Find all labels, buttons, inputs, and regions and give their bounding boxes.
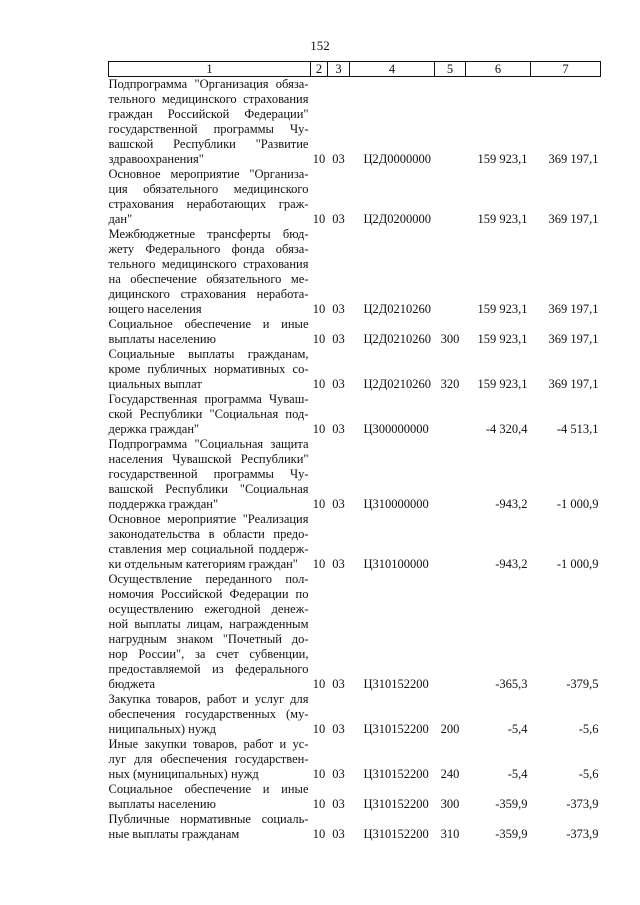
- description-line: Публичные нормативные социаль-: [108, 812, 309, 826]
- table-row: [109, 167, 601, 227]
- subsection-code: 03: [332, 677, 345, 691]
- description-line: предоставляемой из федерального: [108, 662, 309, 676]
- subsection-code: 03: [332, 827, 345, 841]
- subsection-code: 03: [332, 797, 345, 811]
- amount-year-2: -5,6: [578, 722, 599, 736]
- budget-table: [108, 61, 601, 842]
- description-line: вашской Республики "Социальная: [108, 482, 309, 496]
- table-row: [109, 692, 601, 737]
- description-line: вашской Республики "Развитие: [108, 137, 309, 151]
- amount-year-2: -5,6: [578, 767, 599, 781]
- description-line: луг для обеспечения государствен-: [108, 752, 309, 766]
- expense-type-code: [435, 572, 466, 692]
- description-line: кроме публичных нормативных со-: [108, 362, 309, 376]
- expense-type-code: [435, 392, 466, 437]
- amount-year-1: 159 923,1: [477, 152, 528, 166]
- description-line: ной выплаты лицам, награжденным: [108, 617, 309, 631]
- section-code: 10: [312, 557, 326, 571]
- target-article-code: Ц310100000: [363, 557, 429, 571]
- description-line: поддержка граждан": [108, 497, 219, 511]
- target-article-code: Ц2Д0210260: [363, 377, 432, 391]
- description-line: ных (муниципальных) нужд: [108, 767, 259, 781]
- table-row: [109, 347, 601, 392]
- subsection-code: 03: [332, 722, 345, 736]
- header-col-5: 5: [435, 62, 466, 77]
- amount-year-1: 159 923,1: [477, 332, 528, 346]
- table-body: [109, 77, 601, 843]
- description-line: граждан Российской Федерации": [108, 107, 309, 121]
- description-line: Подпрограмма "Социальная защита: [108, 437, 309, 451]
- expense-type-code: 240: [440, 767, 460, 781]
- description-line: законодательства в области предо-: [108, 527, 309, 541]
- description-line: обеспечения государственных (му-: [108, 707, 309, 721]
- amount-year-2: -1 000,9: [556, 497, 599, 511]
- description-line: бюджета: [108, 677, 156, 691]
- description-line: ющего населения: [108, 302, 202, 316]
- amount-year-1: 159 923,1: [477, 212, 528, 226]
- description-line: ской Республики "Социальная под-: [108, 407, 309, 421]
- row-description: [109, 737, 311, 782]
- amount-year-2: -379,5: [566, 677, 599, 691]
- section-code: 10: [312, 827, 326, 841]
- row-description: [109, 227, 311, 317]
- target-article-code: Ц300000000: [363, 422, 429, 436]
- amount-year-2: -373,9: [566, 797, 599, 811]
- section-code: 10: [312, 497, 326, 511]
- amount-year-1: 159 923,1: [477, 377, 528, 391]
- section-code: 10: [312, 797, 326, 811]
- table-row: [109, 737, 601, 782]
- table-row: [109, 392, 601, 437]
- amount-year-2: 369 197,1: [548, 302, 599, 316]
- header-col-7: 7: [531, 62, 601, 77]
- target-article-code: Ц310152200: [363, 827, 429, 841]
- amount-year-2: 369 197,1: [548, 332, 599, 346]
- row-description: [109, 812, 311, 842]
- header-col-4: 4: [350, 62, 435, 77]
- section-code: 10: [312, 677, 326, 691]
- description-line: здравоохранения": [108, 152, 204, 166]
- expense-type-code: 300: [440, 332, 460, 346]
- page-number: 152: [310, 38, 330, 53]
- row-description: [109, 572, 311, 692]
- target-article-code: Ц310000000: [363, 497, 429, 511]
- table-row: [109, 77, 601, 168]
- section-code: 10: [312, 332, 326, 346]
- subsection-code: 03: [332, 557, 345, 571]
- description-line: Закупка товаров, работ и услуг для: [108, 692, 309, 706]
- row-description: [109, 512, 311, 572]
- expense-type-code: [435, 227, 466, 317]
- section-code: 10: [312, 212, 326, 226]
- description-line: Иные закупки товаров, работ и ус-: [108, 737, 309, 751]
- description-line: Социальные выплаты гражданам,: [108, 347, 309, 361]
- subsection-code: 03: [332, 497, 345, 511]
- row-description: [109, 77, 311, 168]
- description-line: Социальное обеспечение и иные: [108, 782, 309, 796]
- row-description: [109, 782, 311, 812]
- expense-type-code: 200: [440, 722, 460, 736]
- subsection-code: 03: [332, 377, 345, 391]
- amount-year-1: 159 923,1: [477, 302, 528, 316]
- section-code: 10: [312, 302, 326, 316]
- description-line: Межбюджетные трансферты бюд-: [108, 227, 309, 241]
- subsection-code: 03: [332, 767, 345, 781]
- description-line: номочия Российской Федерации по: [108, 587, 309, 601]
- description-line: циальных выплат: [108, 377, 202, 391]
- amount-year-1: -5,4: [507, 722, 528, 736]
- row-description: [109, 692, 311, 737]
- description-line: на обеспечение обязательного ме-: [108, 272, 309, 286]
- amount-year-1: -359,9: [495, 797, 528, 811]
- row-description: [109, 317, 311, 347]
- description-line: тельного медицинского страхования: [108, 92, 309, 106]
- description-line: Социальное обеспечение и иные: [108, 317, 309, 331]
- description-line: Государственная программа Чуваш-: [108, 392, 309, 406]
- target-article-code: Ц2Д0200000: [363, 212, 432, 226]
- description-line: нор России", за счет субвенции,: [108, 647, 309, 661]
- subsection-code: 03: [332, 302, 345, 316]
- expense-type-code: [435, 77, 466, 168]
- amount-year-2: -1 000,9: [556, 557, 599, 571]
- amount-year-2: 369 197,1: [548, 377, 599, 391]
- subsection-code: 03: [332, 212, 345, 226]
- row-description: [109, 347, 311, 392]
- amount-year-1: -5,4: [507, 767, 528, 781]
- description-line: осуществлению ежегодной денеж-: [108, 602, 309, 616]
- amount-year-1: -359,9: [495, 827, 528, 841]
- target-article-code: Ц310152200: [363, 677, 429, 691]
- section-code: 10: [312, 422, 326, 436]
- section-code: 10: [312, 152, 326, 166]
- description-line: ция обязательного медицинского: [108, 182, 309, 196]
- target-article-code: Ц2Д0000000: [363, 152, 432, 166]
- description-line: нагрудным знаком "Почетный до-: [108, 632, 309, 646]
- target-article-code: Ц310152200: [363, 797, 429, 811]
- expense-type-code: [435, 437, 466, 512]
- description-line: страхования неработающих граж-: [108, 197, 309, 211]
- description-line: жету Федерального фонда обяза-: [108, 242, 309, 256]
- amount-year-1: -4 320,4: [485, 422, 528, 436]
- header-col-1: 1: [109, 62, 311, 77]
- table-row: [109, 782, 601, 812]
- amount-year-2: -4 513,1: [556, 422, 599, 436]
- expense-type-code: [435, 512, 466, 572]
- subsection-code: 03: [332, 152, 345, 166]
- amount-year-2: 369 197,1: [548, 212, 599, 226]
- description-line: ные выплаты гражданам: [108, 827, 240, 841]
- description-line: дицинского страхования неработа-: [108, 287, 309, 301]
- description-line: выплаты населению: [108, 797, 216, 811]
- amount-year-1: -943,2: [495, 497, 528, 511]
- expense-type-code: 300: [440, 797, 460, 811]
- header-col-3: 3: [328, 62, 350, 77]
- description-line: ки отдельным категориям граждан": [108, 557, 298, 571]
- table-row: [109, 437, 601, 512]
- amount-year-1: -365,3: [495, 677, 528, 691]
- description-line: Осуществление переданного пол-: [108, 572, 309, 586]
- table-row: [109, 227, 601, 317]
- row-description: [109, 392, 311, 437]
- description-line: Подпрограмма "Организация обяза-: [108, 77, 309, 91]
- description-line: ниципальных) нужд: [108, 722, 216, 736]
- description-line: населения Чувашской Республики": [108, 452, 309, 466]
- table-row: [109, 572, 601, 692]
- table-row: [109, 512, 601, 572]
- table-row: [109, 317, 601, 347]
- expense-type-code: 320: [440, 377, 460, 391]
- description-line: государственной программы Чу-: [108, 467, 309, 481]
- amount-year-2: -373,9: [566, 827, 599, 841]
- target-article-code: Ц2Д0210260: [363, 302, 432, 316]
- subsection-code: 03: [332, 422, 345, 436]
- description-line: Основное мероприятие "Реализация: [108, 512, 309, 526]
- header-col-2: 2: [311, 62, 328, 77]
- description-line: дан": [108, 212, 133, 226]
- target-article-code: Ц310152200: [363, 722, 429, 736]
- section-code: 10: [312, 722, 326, 736]
- description-line: ставления мер социальной поддерж-: [108, 542, 309, 556]
- description-line: Основное мероприятие "Организа-: [108, 167, 309, 181]
- description-line: тельного медицинского страхования: [108, 257, 309, 271]
- amount-year-2: 369 197,1: [548, 152, 599, 166]
- section-code: 10: [312, 377, 326, 391]
- target-article-code: Ц2Д0210260: [363, 332, 432, 346]
- row-description: [109, 437, 311, 512]
- header-col-6: 6: [466, 62, 531, 77]
- section-code: 10: [312, 767, 326, 781]
- table-header: [109, 62, 601, 77]
- description-line: держка граждан": [108, 422, 200, 436]
- subsection-code: 03: [332, 332, 345, 346]
- row-description: [109, 167, 311, 227]
- expense-type-code: 310: [440, 827, 460, 841]
- expense-type-code: [435, 167, 466, 227]
- description-line: выплаты населению: [108, 332, 216, 346]
- amount-year-1: -943,2: [495, 557, 528, 571]
- table-row: [109, 812, 601, 842]
- description-line: государственной программы Чу-: [108, 122, 309, 136]
- target-article-code: Ц310152200: [363, 767, 429, 781]
